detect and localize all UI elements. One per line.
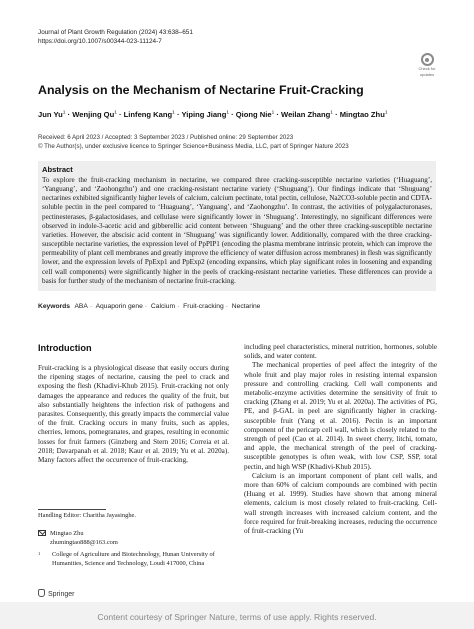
introduction-heading: Introduction <box>38 343 92 353</box>
badge-line1: Check for <box>418 66 436 71</box>
affiliation-number: 1 <box>38 551 41 556</box>
contact-email[interactable]: zhumingtao888@163.com <box>50 538 118 546</box>
keywords-label: Keywords <box>38 303 70 310</box>
abstract-text: To explore the fruit-cracking mechanism in nectarine, we compared three cracking-susceptible nectarine varieties (‘Huaguang’, ‘Yanguang’, and ‘Zaohongzhu’) and one cracking-resistant nectarine variety (‘Shuguang’). Our findings indicate that ‘Shuguang’ nectarines exhibited significantly higher levels of calcium, calcium pectinate, total pectin, cellulose, Na2CO3-soluble pectin and CDTA-soluble pectin in the peel compared to ‘Huaguang’, ‘Yanguang’, and ‘Zaohongzhu’. In contrast, the activities of polygalacturonases, pectinesterases, β-galactosidases, and cellulase were significantly lower in ‘Shuguang’. Interestingly, no significant differences were observed in indole-3-acetic acid and gibberellic acid content between ‘Shuguang’ and the other three cracking-susceptible nectarine varieties. However, the abscisic acid content in ‘Shuguang’ was significantly lower. Additionally, compared with the three cracking-susceptible nectarine varieties, the expression level of PpPIP1 (encoding the plasma membrane intrinsic protein, which can improve the permeability of plant cell membranes and greatly improve the efficiency of water diffusion across membranes) in flesh was significantly lower, and the expression levels of PpExp1 and PpExp2 (encoding expansins, which play significant roles in loosening and expanding cell wall components) were significantly higher in the peels of cracking-resistant nectarine varieties. These differences can provide a basis for further study of the mechanism of nectarine fruit-cracking. <box>42 176 432 285</box>
author-affiliation-mark: 1 <box>172 110 175 116</box>
keyword: Aquaporin gene <box>95 303 143 310</box>
intro-paragraph: Fruit-cracking is a physiological disease that easily occurs during the ripening stages of nectarine, causing the peel to crack and exposing the flesh (Khadivi-Khub 2015). Fruit-cracking not only damages the appearance and reduces the quality of the fruit, but also substantially heightens the infection risk of pathogens and parasites. Consequently, this greatly impacts the commercial value of the fruit. Cracking occurs in many fruits, such as apples, cherries, lemons, pomegranates, and grapes, resulting in economic losses for fruit farmers (Ginzberg and Stern 2016; Correia et al. 2018; Davarpanah et al. 2018; Kaur et al. 2019; Yu et al. 2020a). Many factors affect the occurrence of fruit-cracking, <box>38 364 229 465</box>
keyword: Nectarine <box>231 303 261 310</box>
keyword: Fruit-cracking <box>183 303 224 310</box>
publisher-name: Springer <box>48 591 75 598</box>
check-for-updates-badge[interactable] <box>413 53 441 77</box>
corresponding-author <box>38 530 118 547</box>
footnote-divider <box>38 509 106 510</box>
check-updates-icon <box>421 53 434 66</box>
copyright-line: © The Author(s), under exclusive licence to Springer Science+Business Media, LLC, part of Springer Nature 2023 <box>38 143 349 150</box>
keyword: Calcium <box>150 303 176 310</box>
journal-name: Journal of Plant Growth Regulation (2024) 43:638–651 <box>38 29 193 36</box>
footer-notice: Content courtesy of Springer Nature, terms of use apply. Rights reserved. <box>97 612 377 622</box>
author-affiliation-mark: 1 <box>330 110 333 116</box>
intro-paragraph: Calcium is an important component of plant cell walls, and more than 60% of calcium compounds are combined with pectin (Huang et al. 1999). Studies have shown that among mineral elements, calcium is most closely related to fruit-cracking. Cell-wall strength increases with increased calcium content, and the force required for fruit-breaking increases, reducing the occurrence of fruit-cracking (Yu <box>244 471 437 536</box>
intro-paragraph: including peel characteristics, mineral nutrition, hormones, soluble solids, and water content. <box>244 343 437 361</box>
intro-paragraph: The mechanical properties of peel affect the integrity of the whole fruit and play major roles in resisting internal expansion pressure and controlling cracking. Cell wall components and metabolic-enzyme activities determine the sensitivity of fruit to cracking (Zhang et al. 2019; Yu et al. 2020a). The activities of PG, PE, and β-GAL in peel are significantly higher in cracking-susceptible fruit (Yang et al. 2016). Pectin is an important component of the pericarp cell wall, which is closely related to the strength of peel (Cao et al. 2014). In sweet cherry, litchi, tomato, and apple, the mechanical strength of the peel of cracking-susceptible genotypes is often weak, with low CSP, SSP, total pectin, and high WSP (Khadivi-Khub 2015). <box>244 361 437 471</box>
author-affiliation-mark: 1 <box>62 110 66 116</box>
dates-line: Received: 6 April 2023 / Accepted: 3 September 2023 / Published online: 29 September 2023 <box>38 134 294 141</box>
springer-logo-icon <box>38 589 45 597</box>
contact-name: Mingtao Zhu <box>50 530 84 537</box>
author-list: Jun $Yu^1$ · Wenjing $Qu^1$ · Linfeng Kang$^1$ · Yiping Jiang$^1$ · Qiong Nie$^1$ · Weilan Zhang$^1$ · Mingtao Zhu$^1$ <box>38 110 388 119</box>
affiliation-text: College of Agriculture and Biotechnology, Hunan University of Humanities, Science and Technology, Loudi 417000, China <box>52 551 215 567</box>
abstract-heading: Abstract <box>42 165 73 174</box>
author-name[interactable]: Yiping Jiang <box>181 110 227 119</box>
affiliation <box>38 551 238 568</box>
doi-link[interactable]: https://doi.org/10.1007/s00344-023-11124-7 <box>38 38 162 45</box>
mail-icon <box>38 530 46 536</box>
author-name[interactable]: Mingtao Zhu <box>339 110 385 119</box>
keyword: ABA <box>74 303 88 310</box>
author-name[interactable]: Wenjing Qu <box>72 110 115 119</box>
paper-title: Analysis on the Mechanism of Nectarine Fruit-Cracking <box>38 83 364 97</box>
keywords-line: Keywords ABA · Aquaporin gene · Calcium · Fruit-cracking · Nectarine <box>38 303 261 310</box>
badge-line2: updates <box>419 71 435 77</box>
author-affiliation-mark: 1 <box>384 110 388 116</box>
author-affiliation-mark: 1 <box>271 110 275 116</box>
journal-header <box>38 28 193 46</box>
intro-right-column <box>244 343 437 536</box>
publisher-mark <box>38 589 74 598</box>
author-affiliation-mark: 1 <box>114 110 117 116</box>
publication-dates <box>38 133 438 151</box>
author-name[interactable]: Weilan Zhang <box>281 110 331 119</box>
intro-left-column <box>38 364 229 465</box>
handling-editor: Handling Editor: Charitha Jayasinghe. <box>38 512 136 519</box>
author-name[interactable]: Linfeng Kang <box>123 110 173 119</box>
author-name[interactable]: Qiong Nie <box>235 110 272 119</box>
author-name[interactable]: Jun Yu <box>38 110 63 119</box>
author-affiliation-mark: 1 <box>226 110 230 116</box>
